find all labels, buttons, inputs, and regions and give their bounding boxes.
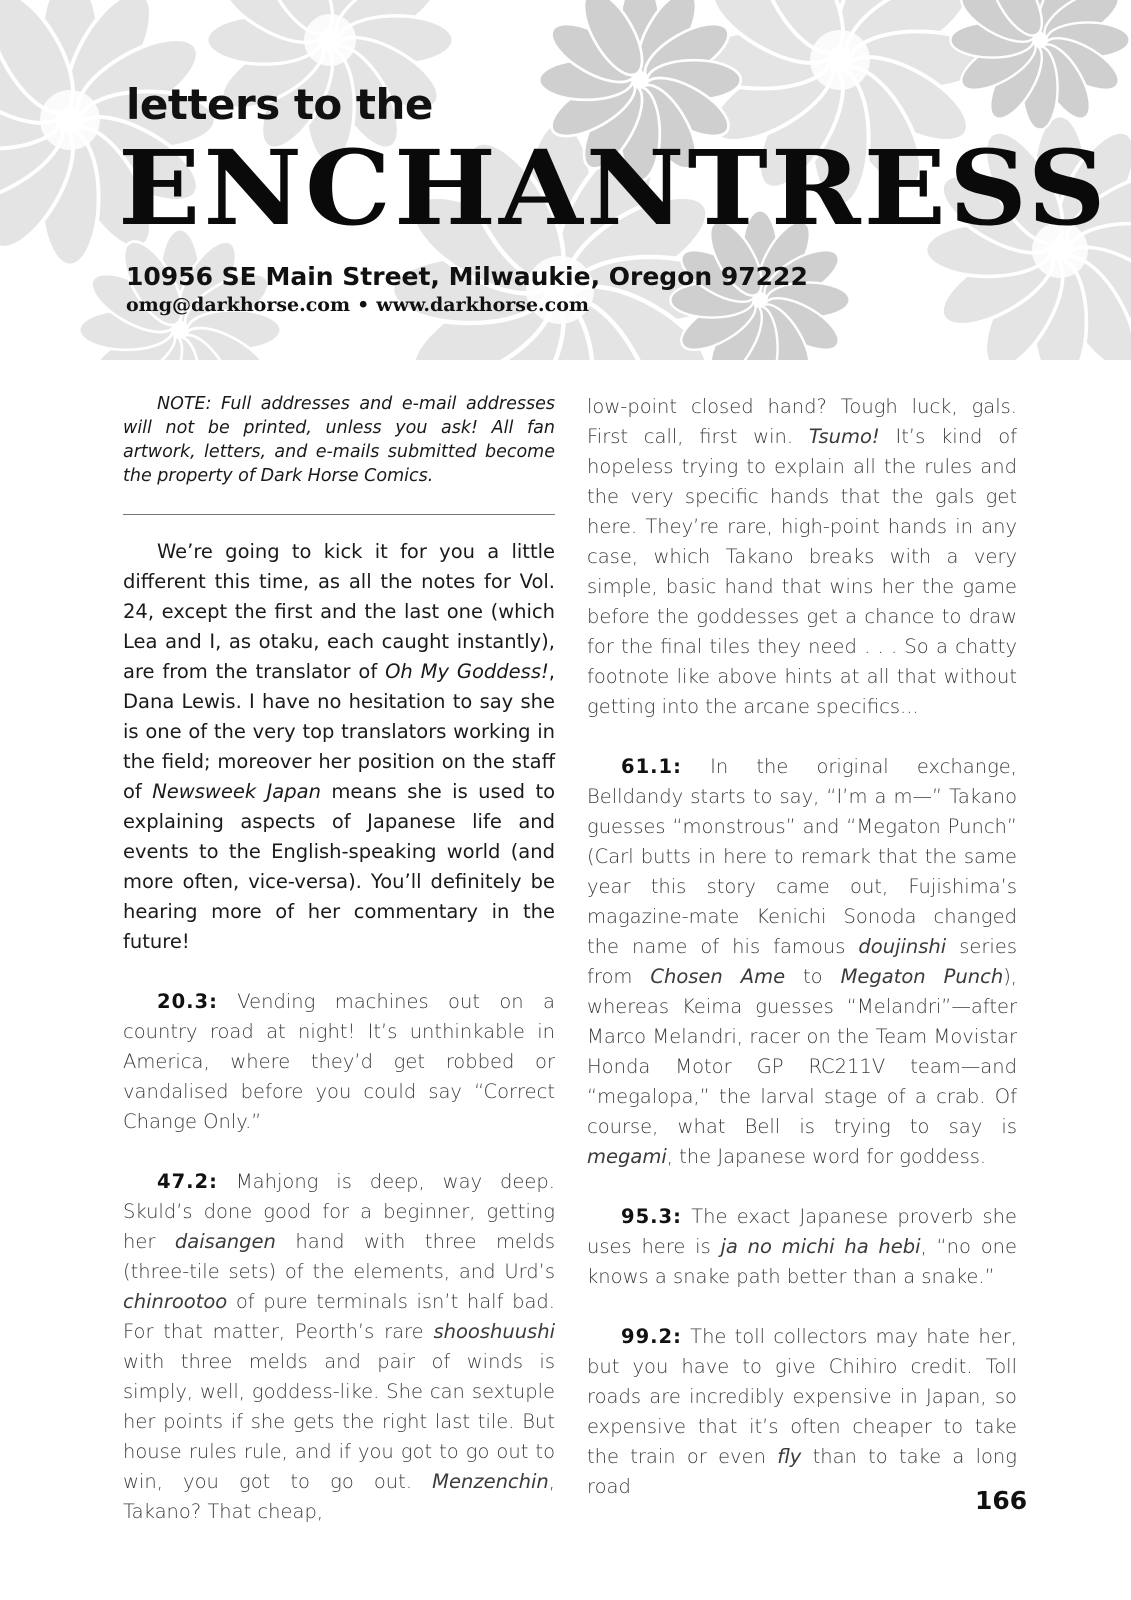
note-ref: 47.2: [157, 1170, 218, 1193]
note-text: Vending machines out on a country road at night! It’s unthinkable in America, where they’d get robbed or vandalised before you could say “Correct Change Only.” [123, 990, 555, 1133]
note-text: , Takano? That cheap, [123, 1470, 555, 1523]
note-term: Chosen Ame [650, 965, 786, 988]
mailing-address: 10956 SE Main Street, Milwaukie, Oregon 97222 [126, 262, 808, 291]
contact-line [126, 294, 589, 316]
header [0, 0, 1131, 360]
note-term: fly [777, 1445, 802, 1468]
note-61-1 [587, 752, 1017, 1172]
note-ref: 61.1: [621, 755, 682, 778]
note-term: Tsumo! [808, 425, 880, 448]
note-text: It’s kind of hopeless trying to explain all the rules and the very specific hands that the gals get here. They’re rare, high-point hands in any case, which Takano breaks with a very simple, basic hand that wins her the game before the goddesses get a chance to draw for the final tiles they need . . . So a chatty footnote like above hints at all that without getting into the arcane specifics... [587, 425, 1017, 718]
note-text: Mahjong is deep, way deep. Skuld’s done good for a beginner, getting her [123, 1170, 555, 1253]
note-text: The toll collectors may hate her, but you have to give Chihiro credit. Toll roads are incredibly expensive in Japan, so expensive that it’s often cheaper to take the train or even [587, 1325, 1017, 1468]
intro-text-1: We’re going to kick it for you a little different this time, as all the notes for Vol. 24, except the first and the last one (which Lea and I, as otaku, each caught instantly), are from the translator of [123, 540, 555, 683]
note-95-3 [587, 1202, 1017, 1292]
left-column [123, 392, 555, 1527]
note-text: The exact Japanese proverb she uses here is [587, 1205, 1017, 1258]
note-term: ja no michi ha hebi [720, 1235, 921, 1258]
note-text: ), whereas Keima guesses “Melandri”—after Marco Melandri, racer on the Team Movistar Honda Motor GP RC211V team—and “megalopa,” the larval stage of a crab. Of course, what Bell is trying to say is [587, 965, 1017, 1138]
right-column [587, 392, 1017, 1502]
intro-title-2: Newsweek Japan [152, 780, 321, 803]
note-text: , the Japanese word for goddess. [666, 1145, 987, 1168]
note-text: , “no one knows a snake path better than a snake.” [587, 1235, 1017, 1288]
website-address: www.darkhorse.com [376, 294, 590, 316]
note-ref: 99.2: [621, 1325, 682, 1348]
intro-text-2: , Dana Lewis. I have no hesitation to say she is one of the very top translators working in the field; moreover her position on the staff of [123, 660, 555, 803]
note-term: doujinshi [858, 935, 947, 958]
note-term: megami [587, 1145, 667, 1168]
note-term: chinrootoo [123, 1290, 228, 1313]
intro-text-3: means she is used to explaining aspects of Japanese life and events to the English-speaking world (and more often, vice-versa). You’ll definitely be hearing more of her commentary in the future! [123, 780, 556, 953]
note-text: of pure terminals isn’t half bad. For that matter, Peorth’s rare [123, 1290, 555, 1343]
note-term: Megaton Punch [840, 965, 1004, 988]
header-pre-title: letters to the [126, 80, 433, 129]
note-text: series from [587, 935, 1017, 988]
note-term: daisangen [174, 1230, 276, 1253]
page-number: 166 [975, 1486, 1028, 1515]
note-text: hand with three melds (three-tile sets) of the elements, and Urd’s [123, 1230, 555, 1283]
submission-note: NOTE: Full addresses and e-mail addresses will not be printed, unless you ask! All fan artwork, letters, and e-mails submitted become the property of Dark Horse Comics. [123, 394, 555, 486]
note-term: shooshuushi [433, 1320, 555, 1343]
note-47-2-continued [587, 392, 1017, 722]
note-text: to [785, 965, 841, 988]
note-ref: 20.3: [157, 990, 218, 1013]
note-99-2 [587, 1322, 1017, 1502]
note-text: low-point closed hand? Tough luck, gals. First call, first win. [587, 395, 1017, 448]
email-address: omg@darkhorse.com [126, 294, 351, 316]
intro-paragraph [123, 537, 555, 957]
note-text: with three melds and pair of winds is simply, well, goddess-like. She can sextuple her points if she gets the right last tile. But house rules rule, and if you got to go out to win, you got to go out. [123, 1350, 555, 1493]
note-term: Menzenchin [432, 1470, 549, 1493]
note-text: In the original exchange, Belldandy starts to say, “I’m a m—” Takano guesses “monstrous” and “Megaton Punch” (Carl butts in here to remark that the same year this story came out, Fujishima’s magazine-mate Kenichi Sonoda changed the name of his famous [587, 755, 1017, 958]
divider-rule [123, 514, 555, 515]
contact-separator: • [357, 294, 370, 316]
note-47-2 [123, 1167, 555, 1527]
header-title: ENCHANTRESS [118, 129, 1109, 249]
note-ref: 95.3: [621, 1205, 682, 1228]
note-20-3 [123, 987, 555, 1137]
intro-title-1: Oh My Goddess! [385, 660, 549, 683]
note-text: than to take a long road [587, 1445, 1017, 1498]
